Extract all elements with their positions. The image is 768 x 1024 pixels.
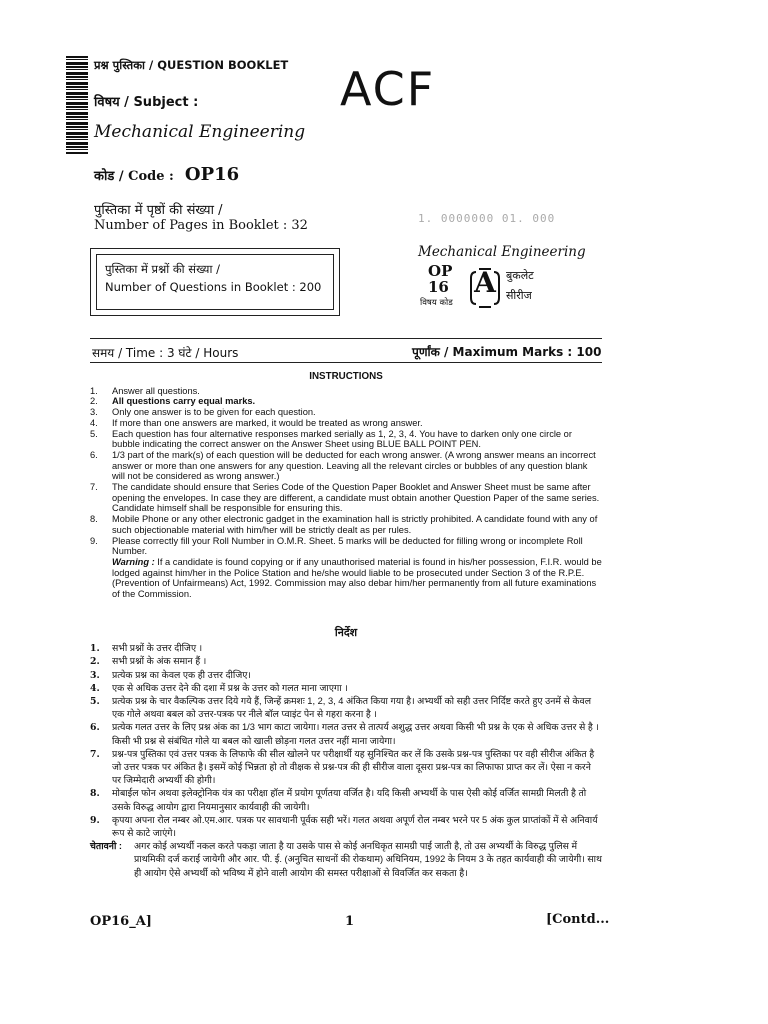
warning-text: If a candidate is found copying or if any unauthorised material is found in his/her possession, F.I.R. would be lodged against him/her in the Police Station and he/she would liable to be prosecuted under Section 3 of the R.P.E. (Prevention of Unfairmeans) Act, 1992. Commission may also debar him/her permanently from all future examinations of the Commission. xyxy=(112,556,602,600)
nirdesh-item-number: 9. xyxy=(90,814,100,826)
questions-label-hi: पुस्तिका में प्रश्नों की संख्या / xyxy=(105,262,220,276)
nirdesh-item-number: 4. xyxy=(90,682,100,694)
instruction-item-number: 8. xyxy=(90,514,98,525)
nirdesh-item-text: प्रत्येक प्रश्न का केवल एक ही उत्तर दीजिए। xyxy=(112,669,251,680)
nirdesh-item-number: 5. xyxy=(90,696,100,708)
code-label: कोड / Code : xyxy=(94,169,174,184)
warning-label: Warning : xyxy=(112,556,155,567)
subject-name: Mechanical Engineering xyxy=(94,122,306,142)
instruction-item xyxy=(90,386,602,397)
instruction-item-text: The candidate should ensure that Series Code of the Question Paper Booklet and Answer Sheet must be same after opening the envelopes. In case they are different, a candidate must obtain another Question Paper of the same series. Candidate himself shall be responsible for ensuring this. xyxy=(112,482,600,514)
nirdesh-item-text: कृपया अपना रोल नम्बर ओ.एम.आर. पत्रक पर सावधानी पूर्वक सही भरें। गलत अथवा अपूर्ण रोल नम्बर भरने पर 5 अंक कुल प्राप्तांकों में से अनिवार्य रूप से काटे जाएंगे। xyxy=(112,814,598,839)
instruction-item xyxy=(90,514,602,535)
instructions-title: INSTRUCTIONS xyxy=(309,371,383,382)
instruction-item xyxy=(90,418,602,429)
questions-label-en: Number of Questions in Booklet : 200 xyxy=(105,279,322,294)
code-row xyxy=(94,164,239,185)
serial-number: 1. 0000000 01. 000 xyxy=(418,212,556,225)
instruction-item-text: Please correctly fill your Roll Number in O.M.R. Sheet. 5 marks will be deducted for filling wrong or incomplete Roll Number. xyxy=(112,535,583,557)
pages-label-hi: पुस्तिका में पृष्ठों की संख्या / xyxy=(94,203,223,218)
nirdesh-item-number: 2. xyxy=(90,656,100,668)
barcode xyxy=(66,56,88,154)
booklet-label: प्रश्न पुस्तिका / QUESTION BOOKLET xyxy=(94,58,289,72)
nirdesh-item-number: 3. xyxy=(90,669,100,681)
warning-block xyxy=(90,557,602,600)
instruction-item xyxy=(90,429,602,450)
instruction-item-number: 9. xyxy=(90,535,98,546)
series-booklet-hi: बुकलेट xyxy=(506,269,534,282)
series-num: 16 xyxy=(428,278,449,296)
questions-count-box xyxy=(90,248,340,316)
series-series-hi: सीरीज xyxy=(506,289,532,302)
nirdesh-item xyxy=(90,748,602,788)
instruction-item-text: If more than one answers are marked, it would be treated as wrong answer. xyxy=(112,417,423,428)
chetavani-label: चेतावनी : xyxy=(90,841,123,852)
nirdesh-item xyxy=(90,721,602,747)
instruction-item xyxy=(90,407,602,418)
pages-label-en: Number of Pages in Booklet : 32 xyxy=(94,218,308,233)
page-number: 1 xyxy=(345,914,355,929)
continued-label: [Contd... xyxy=(546,912,610,927)
instruction-item-text: All questions carry equal marks. xyxy=(112,396,256,407)
handwritten-note: ACF xyxy=(340,62,436,116)
divider-top xyxy=(90,338,602,339)
instruction-item-text: Mobile Phone or any other electronic gadget in the examination hall is strictly prohibited. A candidate found with any of such objectionable material with him/her will be strictly dealt as per rules. xyxy=(112,514,598,535)
instructions-section xyxy=(90,372,602,600)
nirdesh-item-text: प्रश्न-पत्र पुस्तिका एवं उत्तर पत्रक के लिफाफे की सील खोलने पर परीक्षार्थी यह सुनिश्चित कर लें कि उसके प्रश्न-पत्र पुस्तिका पर वही सीरीज अंकित है जो उत्तर पत्रक पर अंकित है। इसमें कोई भिन्नता हो तो वीक्षक से प्रश्न-पत्र की ही सीरीज वाला दूसरा प्रश्न-पत्र का लिफाफा प्राप्त कर लें। ऐसा न करने पर जिम्मेदारी अभ्यर्थी की होगी। xyxy=(112,748,595,786)
divider-bottom xyxy=(90,362,602,363)
instruction-item-text: Answer all questions. xyxy=(112,385,200,396)
instruction-item-number: 6. xyxy=(90,449,98,460)
footer-code: OP16_A] xyxy=(90,914,152,929)
instruction-item-text: Only one answer is to be given for each question. xyxy=(112,407,316,418)
instruction-item-text: 1/3 part of the mark(s) of each question will be deducted for each wrong answer. (A wrong answer means an incorrect answer or more than one answers for any question. Leaving all the relevant circles or bubbles of any question blank will not be considered as wrong answer.) xyxy=(112,449,596,482)
nirdesh-item xyxy=(90,669,602,682)
nirdesh-section xyxy=(90,626,602,880)
series-op: OP xyxy=(428,262,453,280)
nirdesh-item xyxy=(90,682,602,695)
nirdesh-item-text: मोबाईल फोन अथवा इलेक्ट्रोनिक यंत्र का परीक्षा हॉल में प्रयोग पूर्णतया वर्जित है। यदि किसी अभ्यर्थी के पास ऐसी कोई वर्जित सामग्री मिलती है तो उसके विरुद्ध आयोग द्वारा नियमानुसार कार्यवाही की जायेगी। xyxy=(112,788,587,812)
chetavani-text: अगर कोई अभ्यर्थी नकल करते पकड़ा जाता है या उसके पास से कोई अनधिकृत सामग्री पाई जाती है, तो उस अभ्यर्थी के विरुद्ध पुलिस में प्राथमिकी दर्ज कराई जायेगी और आर. पी. ई. (अनुचित साधनों की रोकथाम) अधिनियम, 1992 के नियम 3 के तहत कार्यवाही की जायेगी। साथ ही आयोग ऐसे अभ्यर्थी को भविष्य में होने वाली आयोग की समस्त परीक्षाओं से विवर्जित कर सकता है। xyxy=(134,841,602,878)
nirdesh-item-text: प्रत्येक प्रश्न के चार वैकल्पिक उत्तर दिये गये हैं, जिन्हें क्रमशः 1, 2, 3, 4 अंकित किया गया है। अभ्यर्थी को सही उत्तर निर्दिष्ट करते हुए उनमें से केवल एक गोले अथवा बबल को उत्तर-पत्रक पर नीले बॉल प्वाइंट पेन से गहरा करना है । xyxy=(112,696,592,720)
instruction-item-number: 3. xyxy=(90,407,98,418)
nirdesh-item-text: प्रत्येक गलत उत्तर के लिए प्रश्न अंक का 1/3 भाग काटा जायेगा। गलत उत्तर से तात्पर्य अशुद्ध उत्तर अथवा किसी भी प्रश्न के एक से अधिक उत्तर से है । किसी भी प्रश्न से संबंधित गोले या बबल को खाली छोड़ना गलत उत्तर नहीं माना जायेगा। xyxy=(112,722,599,746)
subject-label: विषय / Subject : xyxy=(94,95,199,110)
code-value: OP16 xyxy=(184,164,240,185)
nirdesh-item-text: सभी प्रश्नों के उत्तर दीजिए । xyxy=(112,643,203,654)
instruction-item-number: 1. xyxy=(90,385,98,396)
instruction-item-number: 5. xyxy=(90,428,98,439)
series-code-hi: विषय कोड xyxy=(420,298,453,308)
instruction-item-number: 2. xyxy=(90,396,98,407)
instruction-item xyxy=(90,536,602,557)
series-letter: A xyxy=(474,266,496,299)
nirdesh-item xyxy=(90,655,602,668)
nirdesh-item xyxy=(90,642,602,655)
nirdesh-item xyxy=(90,787,602,813)
instruction-item-number: 4. xyxy=(90,417,98,428)
nirdesh-item xyxy=(90,695,602,721)
nirdesh-item-number: 6. xyxy=(90,722,100,734)
instruction-item xyxy=(90,396,602,407)
nirdesh-item xyxy=(90,814,602,840)
nirdesh-item-number: 1. xyxy=(90,643,100,655)
nirdesh-item-number: 7. xyxy=(90,748,100,760)
chetavani-block xyxy=(90,840,602,880)
max-marks-label: पूर्णांक / Maximum Marks : 100 xyxy=(412,345,602,359)
nirdesh-item-text: सभी प्रश्नों के अंक समान हैं । xyxy=(112,656,207,667)
time-label: समय / Time : 3 घंटे / Hours xyxy=(92,346,239,360)
instruction-item xyxy=(90,482,602,514)
instruction-item xyxy=(90,450,602,482)
nirdesh-title: निर्देश xyxy=(334,626,358,639)
nirdesh-item-text: एक से अधिक उत्तर देने की दशा में प्रश्न के उत्तर को गलत माना जाएगा । xyxy=(112,682,348,693)
instruction-item-text: Each question has four alternative responses marked serially as 1, 2, 3, 4. You have to darken only one circle or bubble indicating the correct answer on the Answer Sheet using BLUE BALL POINT PEN. xyxy=(112,428,572,450)
nirdesh-item-number: 8. xyxy=(90,788,100,800)
nirdesh-list xyxy=(90,642,602,840)
instructions-list xyxy=(90,386,602,557)
instruction-item-number: 7. xyxy=(90,482,98,493)
series-subject: Mechanical Engineering xyxy=(418,244,586,260)
